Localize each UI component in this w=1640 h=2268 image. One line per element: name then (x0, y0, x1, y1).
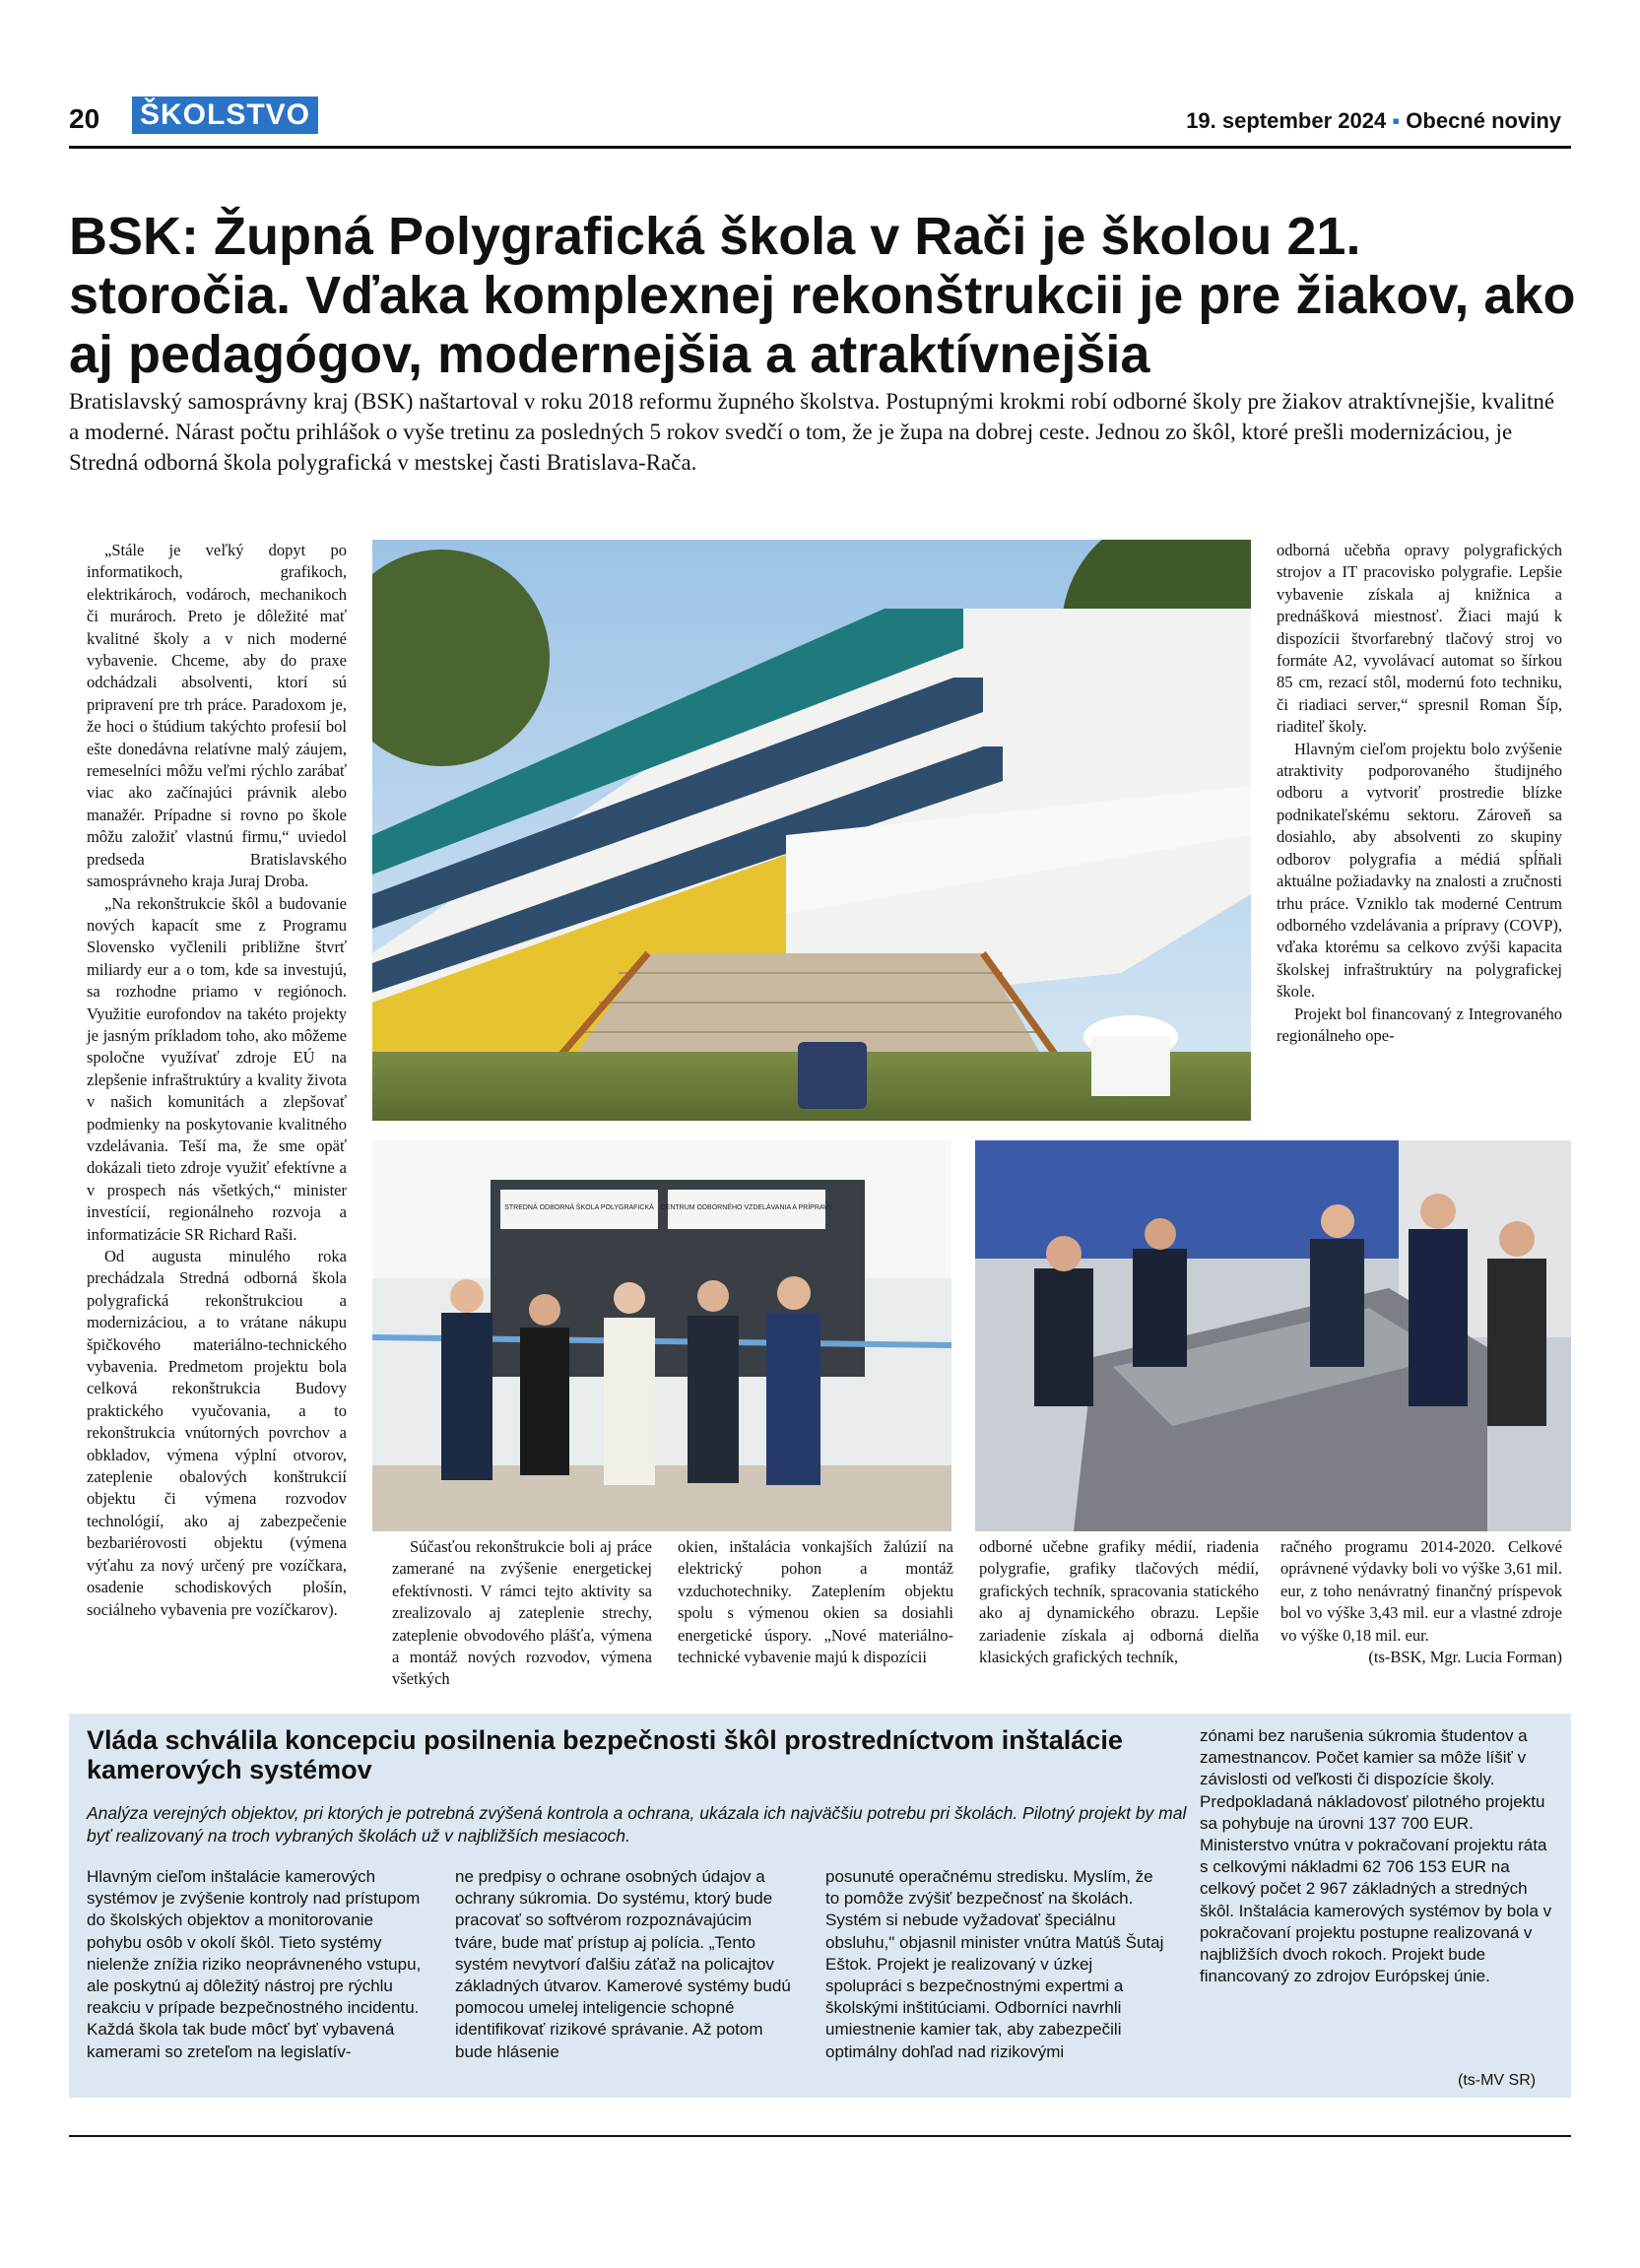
paragraph: odborné učebne grafiky médií, riadenia polygrafie, grafiky tlačových médií, grafických techník, spracovania statického ako aj dynamického obrazu. Lepšie zariadenie získala aj odborná dielňa klasických grafických techník, (979, 1537, 1259, 1667)
separator-icon: ▪ (1392, 108, 1401, 133)
issue-date: 19. september 2024 (1186, 108, 1387, 133)
paragraph: Projekt bol financovaný z Integrovaného regionálneho ope- (1277, 1004, 1562, 1045)
article-column-1 (87, 540, 347, 1621)
box-title: Vláda schválila koncepciu posilnenia bezpečnosti škôl prostredníctvom inštalácie kamerových systémov (87, 1725, 1123, 1784)
paragraph: Hlavným cieľom inštalácie kamerových systémov je zvýšenie kontroly nad prístupom do školských objektov a monitorovanie pohybu osôb v okolí škôl. Tieto systémy nielenže znížia riziko neoprávneného vstupu, ale poskytnú aj dôležitý nástroj pre rýchlu reakciu v prípade bezpečnostného incidentu. Každá škola tak bude môcť byť vybavená kamerami so zreteľom na legislatív- (87, 1867, 422, 2061)
article-column-5 (1280, 1536, 1562, 1668)
box-column-1 (87, 1866, 431, 2063)
box-lead: Analýza verejných objektov, pri ktorých je potrebná zvýšená kontrola a ochrana, ukázala ich najväčšiu potrebu pri školách. Pilotný projekt by mal byť realizovaný na troch vybraných školách už v najbližších mesiacoch. (87, 1803, 1187, 1846)
paragraph: okien, inštalácia vonkajších žalúzií na elektrický pohon a montáž vzduchotechniky. Zateplením objektu spolu s výmenou okien sa dosiahli energetické úspory. „Nové materiálno-technické vybavenie majú k dispozícii (678, 1537, 953, 1667)
printing-machine-photo (975, 1140, 1571, 1531)
paragraph: „Na rekonštrukcie škôl a budovanie nových kapacít sme z Programu Slovensko vyčlenili približne štvrť miliardy eur a o tom, kde sa investujú, sa rozhodne priamo v regiónoch. Využitie eurofondov na takéto projekty je jasným príkladom toho, ako môžeme spoločne využívať zdroje EÚ na zlepšenie infraštruktúry a kvality života v našich komunitách a zlepšovať podmienky na poskytovanie kvalitného vzdelávania. Teší ma, že sme opäť dokázali tieto zdroje využiť efektívne a v prospech nás všetkých,“ minister investícií, regionálneho rozvoja a informatizácie SR Richard Raši. (87, 893, 347, 1244)
paragraph: odborná učebňa opravy polygrafických strojov a IT pracovisko polygrafie. Lepšie vybavenie získala aj knižnica a prednášková miestnosť. Žiaci majú k dispozícii štvorfarebný tlačový stroj vo formáte A2, vyvolávací automat so šírkou 85 cm, rezací stôl, modernú foto techniku, či riadiaci server,“ spresnil Roman Šíp, riaditeľ školy. (1277, 541, 1562, 737)
paragraph: Od augusta minulého roka prechádzala Stredná odborná škola polygrafická rekonštrukciou a modernizáciou, a to vrátane nákupu špičkového materiálno-technického vybavenia. Predmetom projektu bola celková rekonštrukcia Budovy praktického vyučovania, a to rekonštrukcia vnútorných povrchov a obkladov, výmena výplní otvorov, zateplenie obalových konštrukcií objektu či výmena rozvodov technológií, ako aj zabezpečenie bezbariérovosti objektu (výmena výťahu za nový určený pre vozíčkara, osadenie schodiskových plošín, sociálneho vybavenia pre vozíčkarov). (87, 1247, 347, 1619)
issue-info (1186, 108, 1561, 134)
paragraph: račného programu 2014-2020. Celkové oprávnené výdavky boli vo výške 3,61 mil. eur, z toho nenávratný finančný príspevok bol vo výške 3,43 mil. eur a vlastné zdroje vo výške 0,18 mil. eur. (1280, 1537, 1562, 1645)
paragraph: zónami bez narušenia súkromia študentov a zamestnancov. Počet kamier sa môže líšiť v závislosti od veľkosti či dispozície školy. Predpokladaná nákladovosť pilotného projektu sa pohybuje na úrovni 137 700 EUR. Ministerstvo vnútra v pokračovaní projektu ráta s celkovými nákladmi 62 706 153 EUR na celkový počet 2 967 základných a stredných škôl. Inštalácia kamerových systémov by bola v pokračovaní projektu postupne realizovaná v najbližších dvoch rokoch. Projekt bude financovaný zo zdrojov Európskej únie. (1200, 1726, 1552, 1986)
paragraph: Súčasťou rekonštrukcie boli aj práce zamerané na zvýšenie energetickej efektívnosti. V rámci tejto aktivity sa zrealizovalo aj zateplenie strechy, zateplenie obvodového plášťa, výmena a montáž nových rozvodov, výmena všetkých (392, 1537, 652, 1689)
newspaper-name: Obecné noviny (1406, 108, 1561, 133)
paragraph: „Stále je veľký dopyt po informatikoch, grafikoch, elektrikároch, vodároch, mechanikoch či murároch. Preto je dôležité mať kvalitné školy a v nich moderné vybavenie. Chceme, aby do praxe odchádzali absolventi, ktorí sú pripravení pre trh práce. Paradoxom je, že hoci o štúdium takýchto profesií bol ešte donedávna relatívne malý záujem, remeselníci môžu veľmi rýchlo zarábať viac ako začínajúci právnik alebo manažér. Prípadne si rovno po škole môžu založiť vlastnú firmu,“ uviedol predseda Bratislavského samosprávneho kraja Juraj Droba. (87, 541, 347, 891)
article-column-4 (979, 1536, 1259, 1668)
school-building-photo (372, 540, 1251, 1121)
box-column-2 (455, 1866, 795, 2063)
article-title: BSK: Župná Polygrafická škola v Rači je školou 21. storočia. Vďaka komplexnej rekonštrukcii je pre žiakov, ako aj pedagógov, modernejšia a atraktívnejšia (69, 207, 1576, 384)
centre-sign: CENTRUM ODBORNÉHO VZDELÁVANIA A PRÍPRAVY (660, 1204, 833, 1211)
paragraph: Hlavným cieľom projektu bolo zvýšenie atraktivity podporovaného študijného odboru a vytvoriť prostredie blízke podnikateľskému sektoru. Zároveň sa dosiahlo, aby absolventi zo skupiny odborov polygrafia a médiá spĺňali aktuálne požiadavky na znalosti a zručnosti trhu práce. Vzniklo tak moderné Centrum odborného vzdelávania a prípravy (COVP), vďaka ktorému sa celkovo zvýši kapacita školskej infraštruktúry na polygrafickej škole. (1277, 739, 1562, 1002)
paragraph: posunuté operačnému stredisku. Myslím, že to pomôže zvýšiť bezpečnosť na školách. Systém si nebude vyžadovať špeciálnu obsluhu," objasnil minister vnútra Matúš Šutaj Eštok. Projekt je realizovaný v úzkej spolupráci s bezpečnostnými expertmi a školskými inštitúciami. Odborníci navrhli umiestnenie kamier tak, aby zabezpečili optimálny dohľad nad rizikovými (825, 1867, 1164, 2061)
paragraph: ne predpisy o ochrane osobných údajov a ochrany súkromia. Do systému, ktorý bude pracovať so softvérom rozpoznávajúcim tváre, bude mať prístup aj polícia. „Tento systém nevytvorí ďalšiu záťaž na policajtov základných útvarov. Kamerové systémy budú pomocou umelej inteligencie schopné identifikovať rizikové správanie. Až potom bude hlásenie (455, 1867, 791, 2061)
box-source: (ts-MV SR) (1458, 2072, 1537, 2089)
article-source: (ts-BSK, Mgr. Lucia Forman) (1368, 1648, 1562, 1667)
box-column-4 (1200, 1725, 1556, 1987)
box-column-3 (825, 1866, 1165, 2063)
article-column-3 (678, 1536, 953, 1668)
article-column-2 (392, 1536, 652, 1691)
page-number: 20 (69, 103, 100, 134)
article-column-right (1277, 540, 1562, 1047)
footer-rule (69, 2135, 1571, 2137)
article-lead: Bratislavský samosprávny kraj (BSK) naštartoval v roku 2018 reformu župného školstva. Postupnými krokmi robí odborné školy pre žiakov atraktívnejšie, kvalitné a moderné. Nárast počtu prihlášok o vyše tretinu za posledných 5 rokov svedčí o tom, že je župa na dobrej ceste. Jednou zo škôl, ktoré prešli modernizáciou, je Stredná odborná škola polygrafická v mestskej časti Bratislava-Rača. (69, 389, 1555, 475)
section-label: ŠKOLSTVO (132, 97, 318, 134)
ribbon-cutting-photo (372, 1140, 951, 1531)
header-rule (69, 146, 1571, 149)
school-sign: STREDNÁ ODBORNÁ ŠKOLA POLYGRAFICKÁ (504, 1204, 654, 1211)
